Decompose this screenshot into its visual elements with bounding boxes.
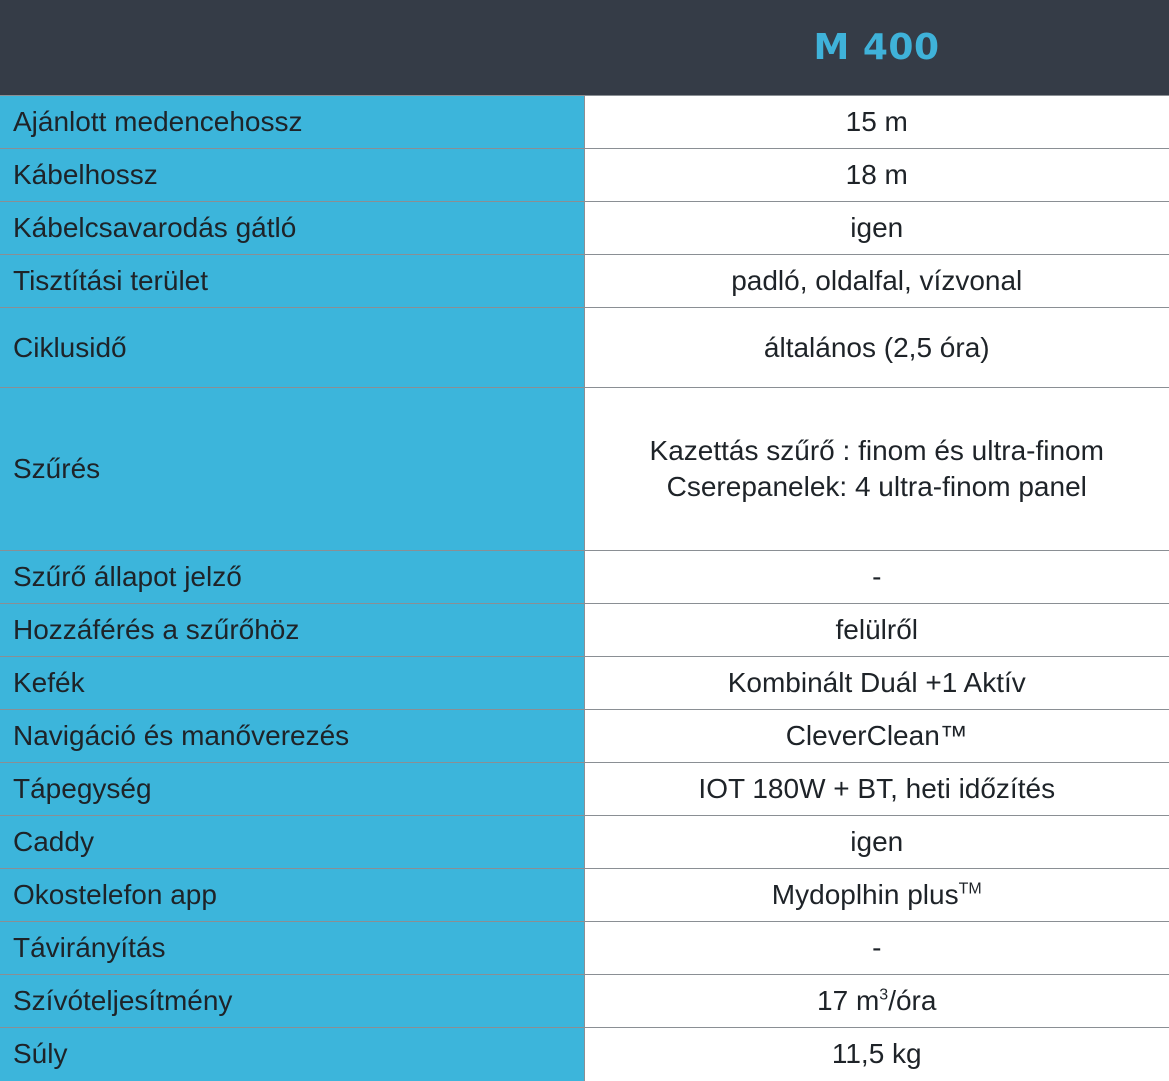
value-line: Cserepanelek: 4 ultra-finom panel (666, 471, 1087, 502)
value-text: Mydoplhin plus (771, 879, 959, 910)
table-row (0, 255, 1169, 308)
row-value: - (584, 922, 1169, 975)
row-value: felülről (584, 604, 1169, 657)
table-row (0, 149, 1169, 202)
row-value (584, 975, 1169, 1028)
row-label: Szűrés (0, 388, 584, 551)
header-empty-cell (0, 0, 584, 96)
value-superscript: TM (958, 880, 982, 898)
row-label: Szívóteljesítmény (0, 975, 584, 1028)
row-value: CleverClean™ (584, 710, 1169, 763)
table-row (0, 388, 1169, 551)
table-row (0, 869, 1169, 922)
row-label: Caddy (0, 816, 584, 869)
row-value: IOT 180W + BT, heti időzítés (584, 763, 1169, 816)
row-value: - (584, 551, 1169, 604)
row-label: Tisztítási terület (0, 255, 584, 308)
row-value: padló, oldalfal, vízvonal (584, 255, 1169, 308)
row-label: Szűrő állapot jelző (0, 551, 584, 604)
row-value: igen (584, 202, 1169, 255)
table-row (0, 551, 1169, 604)
table-row (0, 202, 1169, 255)
table-row (0, 816, 1169, 869)
row-value (584, 869, 1169, 922)
row-value: általános (2,5 óra) (584, 308, 1169, 388)
row-label: Hozzáférés a szűrőhöz (0, 604, 584, 657)
row-value (584, 388, 1169, 551)
table-row (0, 922, 1169, 975)
row-value: 18 m (584, 149, 1169, 202)
table-row (0, 763, 1169, 816)
model-title: M 400 (584, 0, 1169, 96)
value-line: Kazettás szűrő : finom és ultra-finom (649, 435, 1104, 466)
row-label: Kefék (0, 657, 584, 710)
row-value: 15 m (584, 96, 1169, 149)
row-label: Okostelefon app (0, 869, 584, 922)
row-label: Tápegység (0, 763, 584, 816)
row-label: Ciklusidő (0, 308, 584, 388)
row-value: igen (584, 816, 1169, 869)
row-label: Navigáció és manőverezés (0, 710, 584, 763)
row-value: Kombinált Duál +1 Aktív (584, 657, 1169, 710)
table-row (0, 1028, 1169, 1081)
row-label: Ajánlott medencehossz (0, 96, 584, 149)
table-row (0, 657, 1169, 710)
value-superscript: 3 (879, 986, 889, 1004)
header-row (0, 0, 1169, 96)
row-label: Kábelcsavarodás gátló (0, 202, 584, 255)
value-suffix: /óra (888, 985, 937, 1016)
value-text: 17 m (817, 985, 880, 1016)
table-row (0, 96, 1169, 149)
row-label: Súly (0, 1028, 584, 1081)
table-row (0, 975, 1169, 1028)
table-row (0, 308, 1169, 388)
row-value: 11,5 kg (584, 1028, 1169, 1081)
row-label: Távirányítás (0, 922, 584, 975)
table-row (0, 710, 1169, 763)
row-label: Kábelhossz (0, 149, 584, 202)
table-row (0, 604, 1169, 657)
